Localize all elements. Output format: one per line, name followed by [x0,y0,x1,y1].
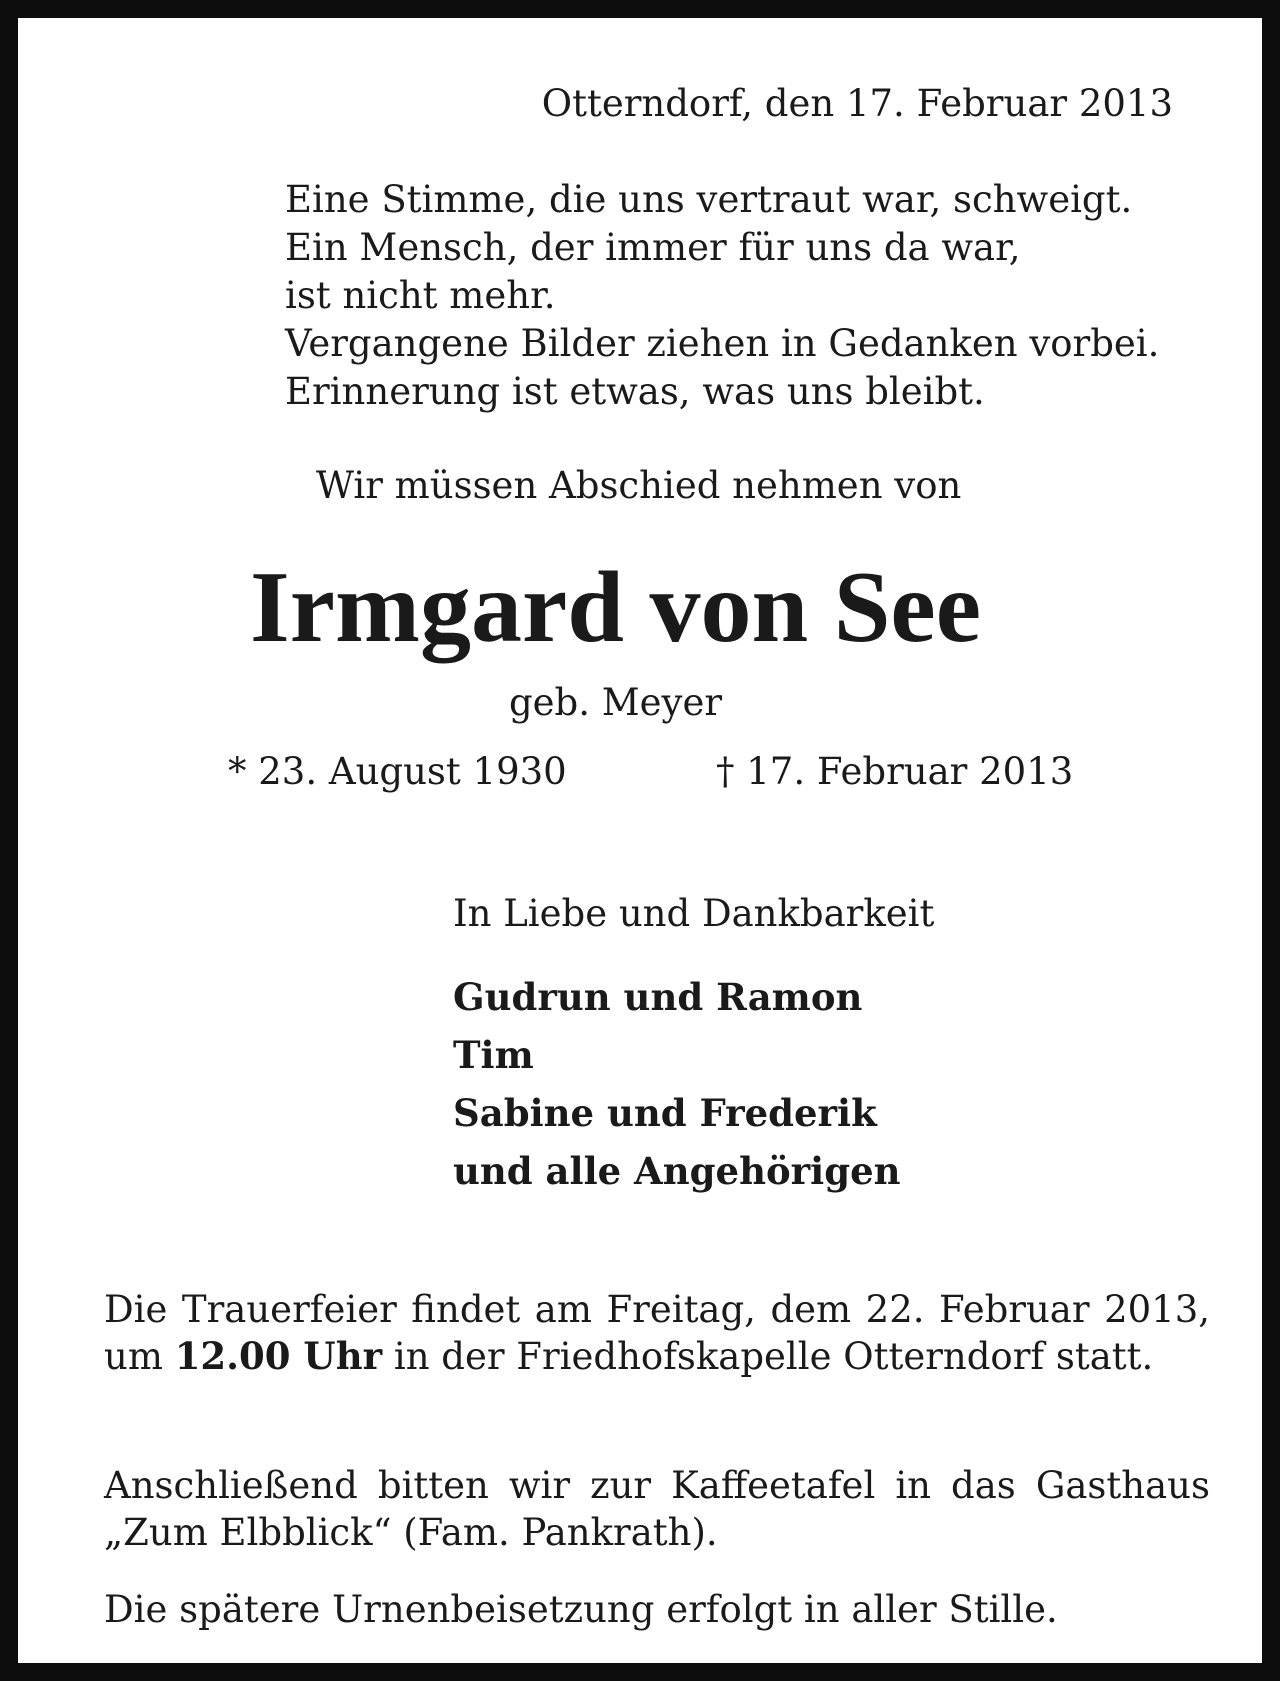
reception-notice: Anschließend bitten wir zur Kaffeetafel in das Gasthaus „Zum Elbblick“ (Fam. Pankrath). [104,1464,1210,1554]
poem-line: ist nicht mehr. [285,274,556,317]
mourners-intro: In Liebe und Dankbarkeit [453,892,935,935]
mourners-list [453,968,901,1200]
deceased-name: Irmgard von See [250,551,981,664]
birth-date: * 23. August 1930 [228,750,567,793]
service-time: 12.00 Uhr [174,1334,383,1378]
death-date: † 17. Februar 2013 [716,750,1074,793]
mourner-name: und alle Angehörigen [453,1149,901,1193]
place-date: Otterndorf, den 17. Februar 2013 [541,82,1173,125]
farewell-line: Wir müssen Abschied nehmen von [316,464,962,507]
poem-line: Ein Mensch, der immer für uns da war, [285,226,1021,269]
poem-line: Vergangene Bilder ziehen in Gedanken vorbei. [285,322,1160,365]
poem [285,176,1159,416]
poem-line: Erinnerung ist etwas, was uns bleibt. [285,370,985,413]
mourner-name: Gudrun und Ramon [453,975,863,1019]
service-text-start: Die Trauerfeier findet am Freitag, dem 22. Februar 2013, um [104,1288,1210,1378]
service-notice [104,1286,1210,1380]
poem-line: Eine Stimme, die uns vertraut war, schweigt. [285,178,1133,221]
mourner-name: Sabine und Frederik [453,1091,877,1135]
service-text-end: in der Friedhofskapelle Otterndorf statt. [382,1335,1154,1378]
birth-name: geb. Meyer [508,681,723,724]
mourner-name: Tim [453,1033,534,1077]
burial-notice: Die spätere Urnenbeisetzung erfolgt in aller Stille. [104,1588,1058,1631]
